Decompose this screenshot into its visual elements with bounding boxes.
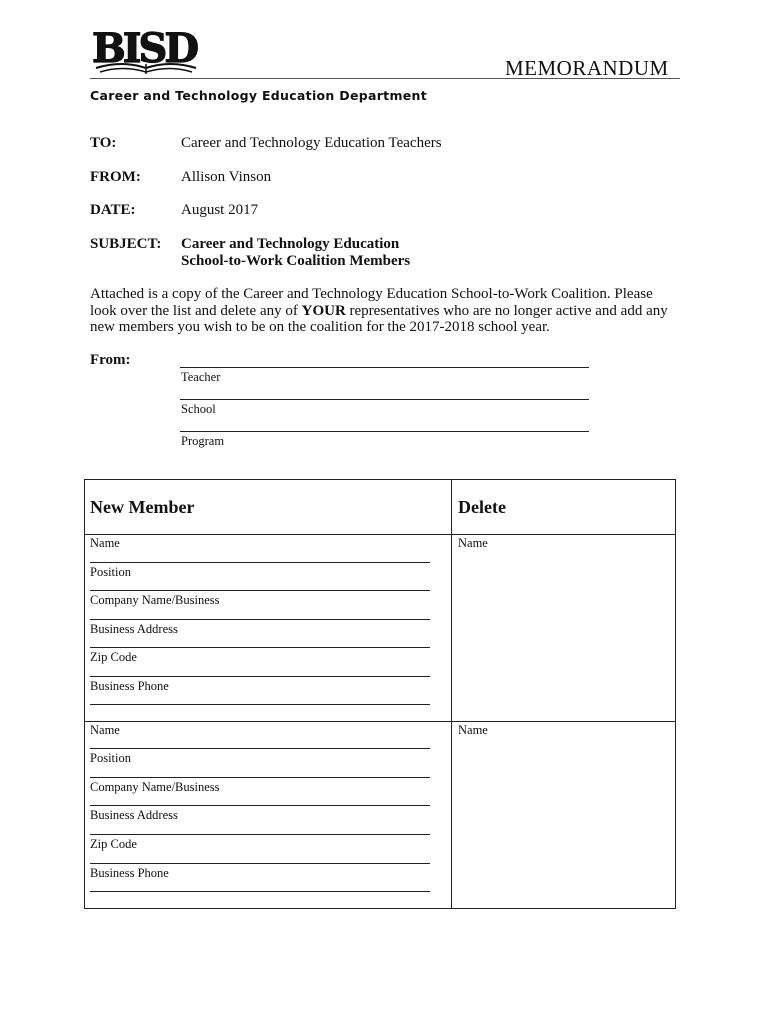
date-value: August 2017 <box>181 202 259 218</box>
subject-line-1: Career and Technology Education <box>181 236 400 252</box>
subject-line-2: School-to-Work Coalition Members <box>181 253 411 269</box>
body-line-2-start: look over the list and delete any of <box>90 302 302 319</box>
body-line-1: Attached is a copy of the Career and Technology Education School-to-Work Coalition. Please <box>90 286 653 302</box>
row2-position-line[interactable] <box>90 777 430 778</box>
body-line-2-end: representatives who are no longer active and add any <box>345 302 668 319</box>
row2-address-line[interactable] <box>90 834 430 835</box>
memo-body <box>90 286 690 336</box>
row1-delete-name-label: Name <box>458 536 488 550</box>
row2-name-line[interactable] <box>90 748 430 749</box>
subject-label: SUBJECT: <box>90 236 162 252</box>
row1-position-label: Position <box>90 565 131 579</box>
to-value: Career and Technology Education Teachers <box>181 135 442 151</box>
row1-name-label: Name <box>90 536 120 550</box>
body-emphasis: YOUR <box>301 302 346 319</box>
row-divider <box>85 721 675 722</box>
row2-company-line[interactable] <box>90 805 430 806</box>
row1-address-line[interactable] <box>90 647 430 648</box>
program-caption: Program <box>181 434 225 448</box>
header-row-rule <box>85 534 675 535</box>
row1-company-label: Company Name/Business <box>90 593 220 607</box>
svg-text:BISD: BISD <box>92 26 197 72</box>
teacher-caption: Teacher <box>181 370 221 384</box>
department-name: Career and Technology Education Department <box>90 88 428 103</box>
school-caption: School <box>181 402 216 416</box>
row2-delete-name-label: Name <box>458 723 488 737</box>
from-block-label: From: <box>90 352 131 368</box>
header-rule <box>90 78 680 79</box>
row2-name-label: Name <box>90 723 120 737</box>
row2-zip-label: Zip Code <box>90 837 137 851</box>
from-label: FROM: <box>90 169 141 185</box>
row1-position-line[interactable] <box>90 590 430 591</box>
row2-address-label: Business Address <box>90 808 178 822</box>
member-table <box>84 479 676 909</box>
row1-zip-label: Zip Code <box>90 650 137 664</box>
body-line-3: new members you wish to be on the coalition for the 2017-2018 school year. <box>90 319 550 335</box>
row1-company-line[interactable] <box>90 619 430 620</box>
col-header-delete: Delete <box>458 497 506 517</box>
row2-company-label: Company Name/Business <box>90 780 220 794</box>
date-label: DATE: <box>90 202 136 218</box>
school-line[interactable] <box>180 399 589 400</box>
row2-phone-line[interactable] <box>90 891 430 892</box>
row2-zip-line[interactable] <box>90 863 430 864</box>
column-divider <box>451 480 452 908</box>
row2-phone-label: Business Phone <box>90 866 169 880</box>
row1-address-label: Business Address <box>90 622 178 636</box>
row1-zip-line[interactable] <box>90 676 430 677</box>
row1-name-line[interactable] <box>90 562 430 563</box>
memo-title: MEMORANDUM <box>505 56 669 80</box>
col-header-new-member: New Member <box>90 497 195 517</box>
teacher-line[interactable] <box>180 367 589 368</box>
bisd-logo <box>92 26 202 76</box>
from-value: Allison Vinson <box>181 169 272 185</box>
body-line-2 <box>90 303 690 320</box>
row2-position-label: Position <box>90 751 131 765</box>
row1-phone-label: Business Phone <box>90 679 169 693</box>
row1-phone-line[interactable] <box>90 704 430 705</box>
to-label: TO: <box>90 135 117 151</box>
program-line[interactable] <box>180 431 589 432</box>
